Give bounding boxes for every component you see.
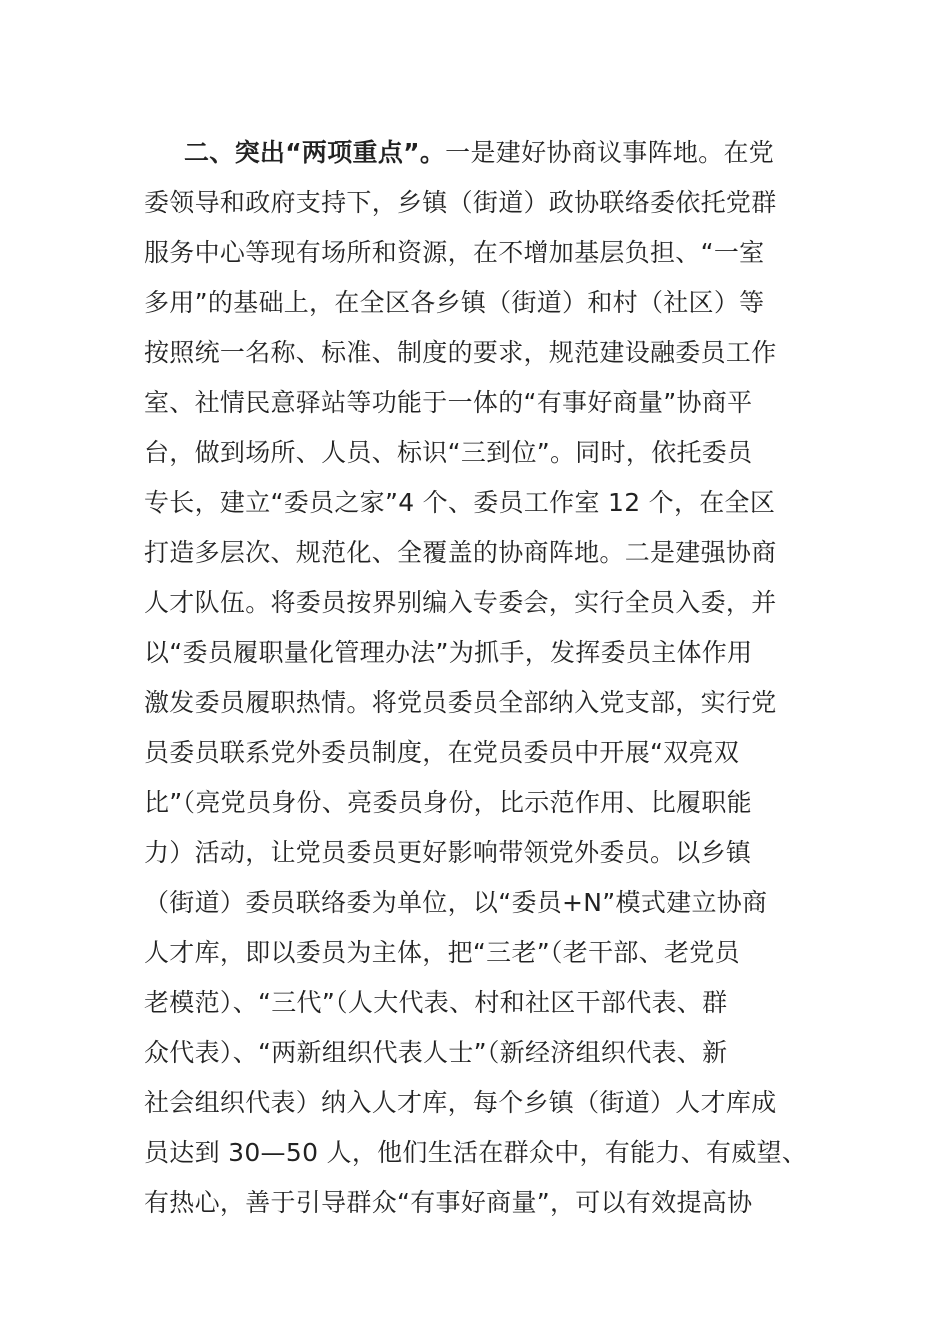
text-line: 众代表）、“两新组织代表人士”（新经济组织代表、新: [144, 1038, 728, 1067]
text-line: 比”（亮党员身份、亮委员身份，比示范作用、比履职能: [144, 788, 752, 817]
text-line: 人才库，即以委员为主体，把“三老”（老干部、老党员: [144, 938, 740, 967]
body-text: [144, 128, 812, 1228]
text-line: （街道）委员联络委为单位，以“委员+N”模式建立协商: [144, 888, 768, 917]
first-line-text: 一是建好协商议事阵地。在党: [445, 138, 775, 167]
text-line: 台，做到场所、人员、标识“三到位”。同时，依托委员: [144, 438, 753, 467]
paragraph-first-line: [144, 128, 812, 178]
text-line: 室、社情民意驿站等功能于一体的“有事好商量”协商平: [144, 388, 753, 417]
text-line: 老模范）、“三代”（人大代表、村和社区干部代表、群: [144, 988, 728, 1017]
text-line: 按照统一名称、标准、制度的要求，规范建设融委员工作: [144, 338, 777, 367]
text-line: 服务中心等现有场所和资源，在不增加基层负担、“一室: [144, 238, 765, 267]
text-line: 委领导和政府支持下，乡镇（街道）政协联络委依托党群: [144, 188, 777, 217]
text-line: 人才队伍。将委员按界别编入专委会，实行全员入委，并: [144, 588, 777, 617]
text-line: 力）活动，让党员委员更好影响带领党外委员。以乡镇: [144, 838, 752, 867]
section-heading: 二、突出“两项重点”。: [184, 138, 446, 167]
text-line: 以“委员履职量化管理办法”为抓手，发挥委员主体作用: [144, 638, 753, 667]
text-line: 有热心，善于引导群众“有事好商量”，可以有效提高协: [144, 1188, 753, 1217]
text-line: 打造多层次、规范化、全覆盖的协商阵地。二是建强协商: [144, 538, 777, 567]
text-line: 多用”的基础上，在全区各乡镇（街道）和村（社区）等: [144, 288, 765, 317]
text-line: 员委员联系党外委员制度，在党员委员中开展“双亮双: [144, 738, 740, 767]
text-line: 专长，建立“委员之家”4 个、委员工作室 12 个，在全区: [144, 488, 776, 517]
text-line: 员达到 30—50 人，他们生活在群众中，有能力、有威望、: [144, 1138, 808, 1167]
text-line: 社会组织代表）纳入人才库，每个乡镇（街道）人才库成: [144, 1088, 777, 1117]
text-line: 激发委员履职热情。将党员委员全部纳入党支部，实行党: [144, 688, 777, 717]
